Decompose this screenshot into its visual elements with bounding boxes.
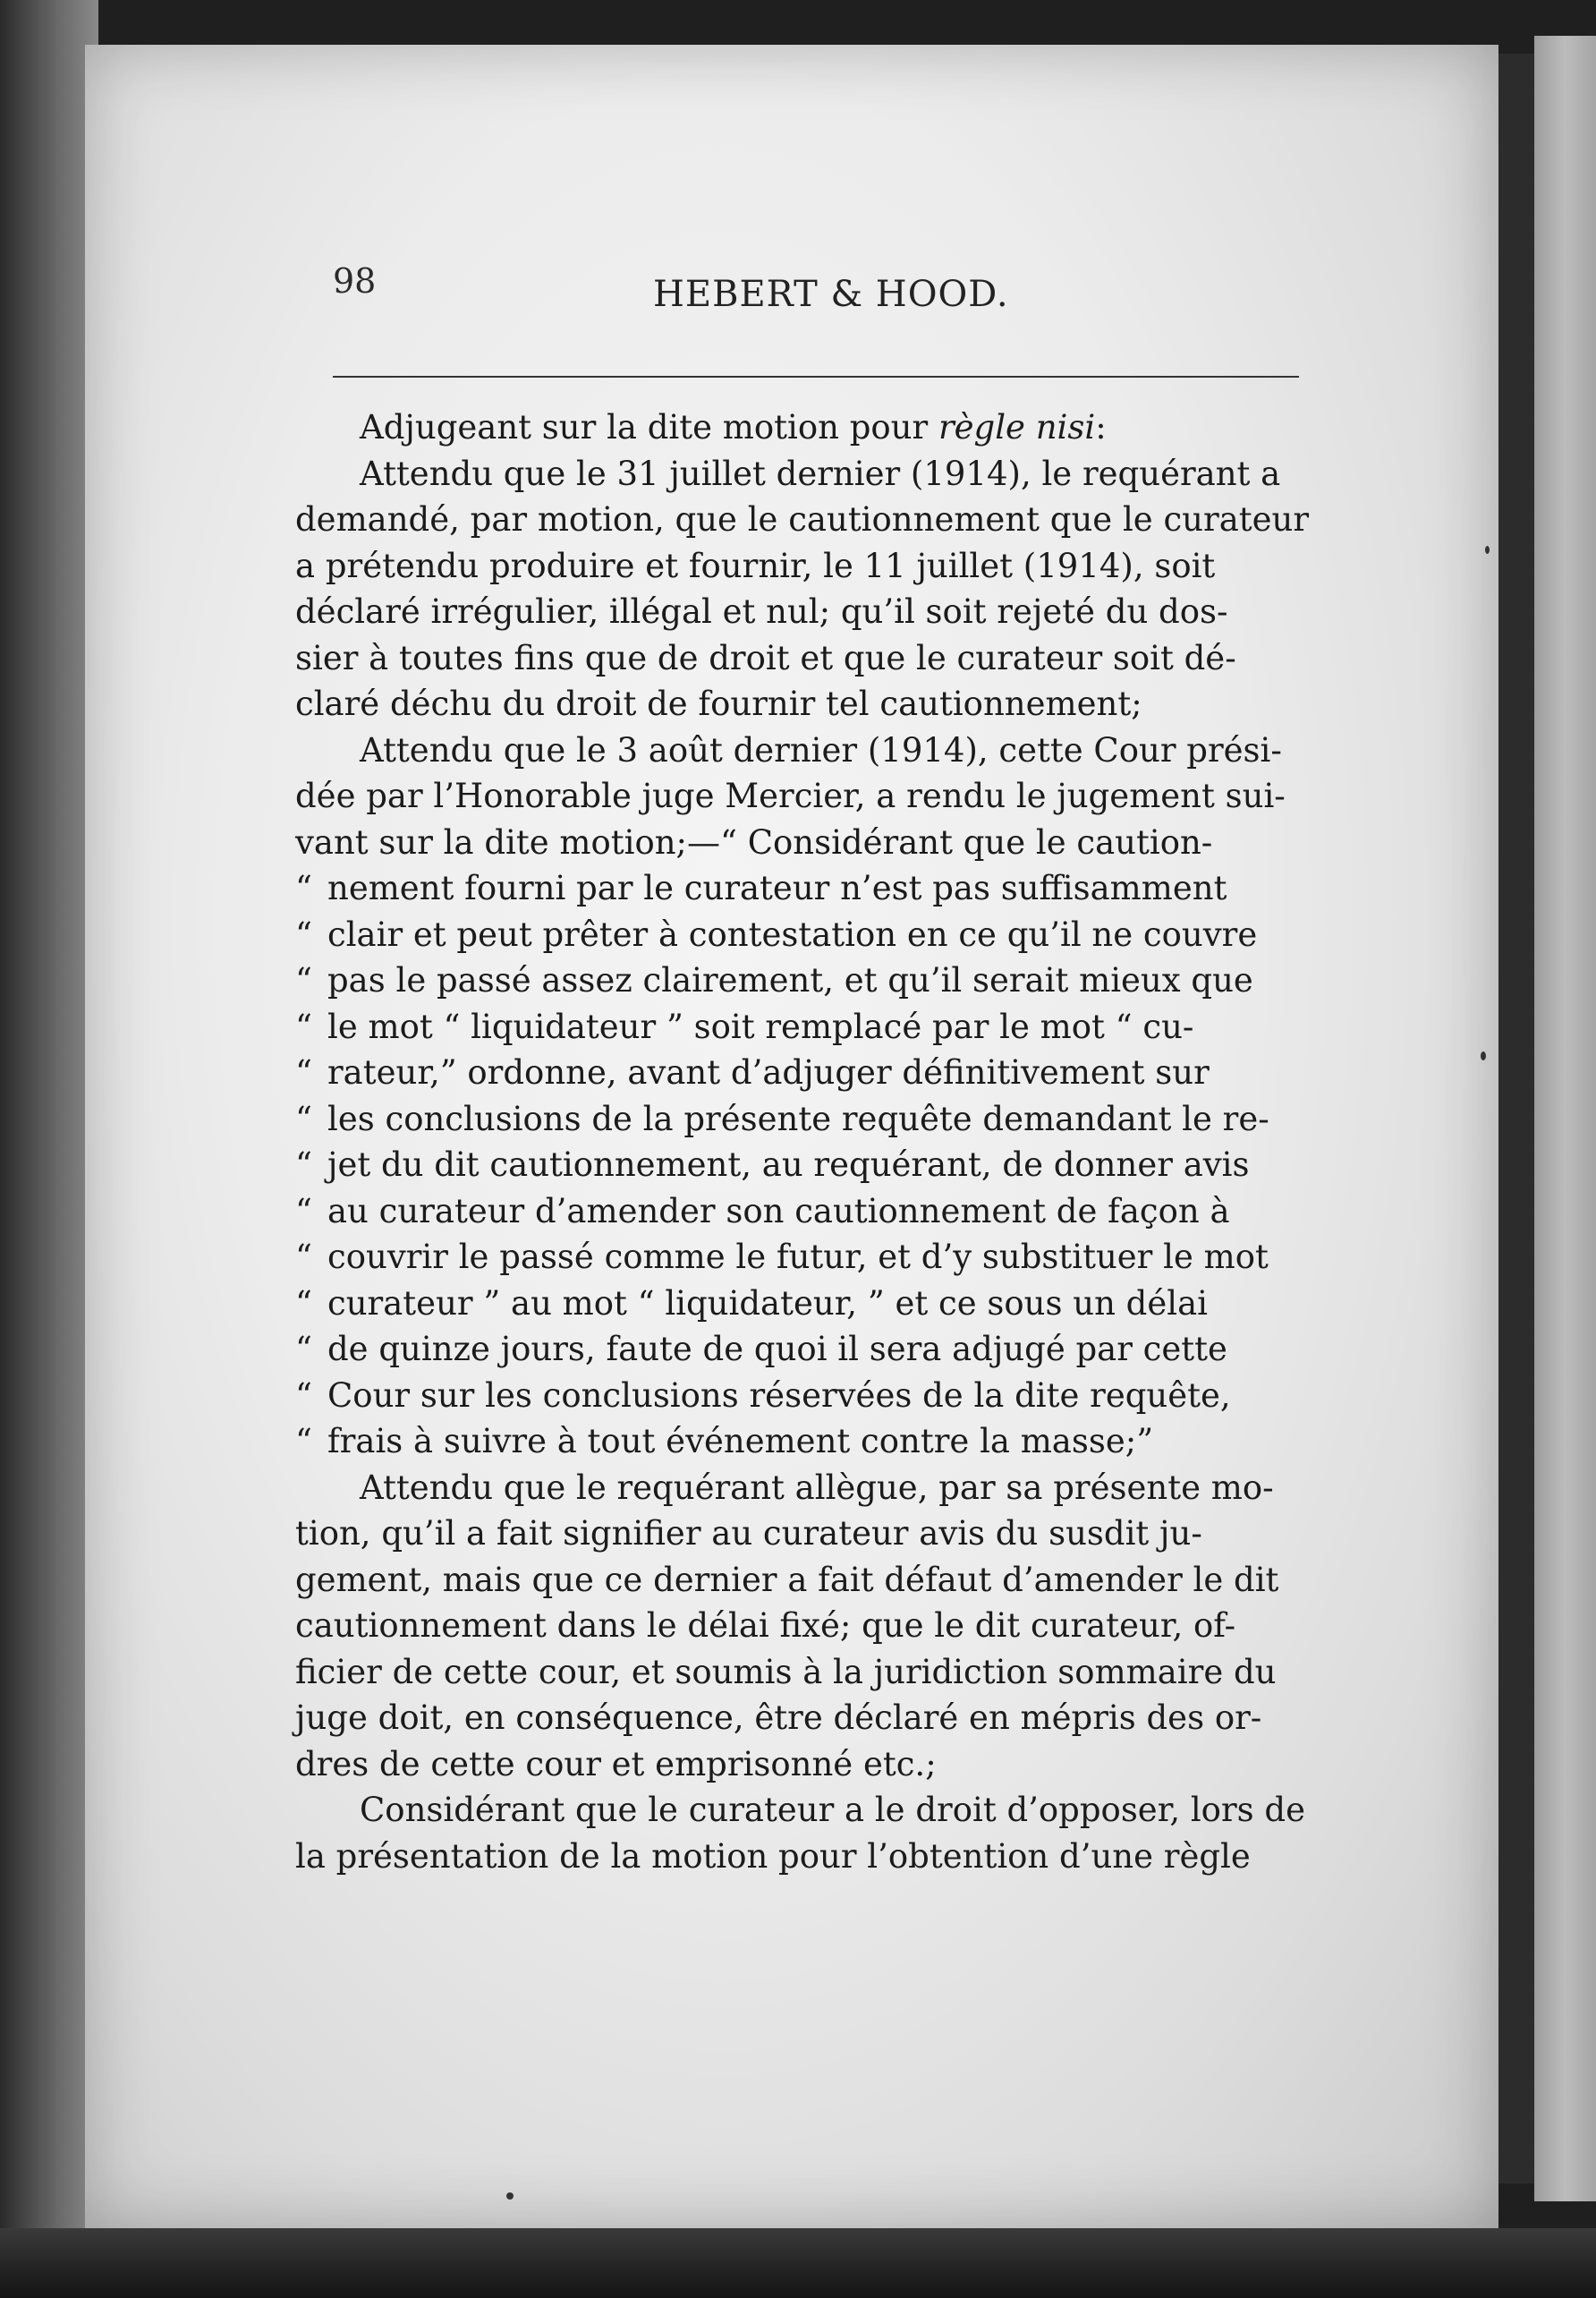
quoted-line: “ pas le passé assez clairement, et qu’il serait mieux que bbox=[295, 961, 1253, 1000]
italic-phrase: règle nisi bbox=[938, 408, 1096, 447]
quoted-line: “ nement fourni par le curateur n’est pas suffisamment bbox=[295, 869, 1227, 907]
book-edge-right bbox=[1498, 54, 1534, 2183]
text-line: a prétendu produire et fournir, le 11 juillet (1914), soit bbox=[295, 546, 1216, 585]
text-line: demandé, par motion, que le cautionnement que le curateur bbox=[295, 500, 1310, 539]
text-line: sier à toutes fins que de droit et que le curateur soit dé- bbox=[295, 638, 1236, 677]
paper-speck bbox=[506, 2192, 514, 2200]
quoted-line: “ le mot “ liquidateur ” soit remplacé par le mot “ cu- bbox=[295, 1007, 1194, 1046]
quoted-line: “ au curateur d’amender son cautionnement de façon à bbox=[295, 1191, 1230, 1230]
text-line: tion, qu’il a fait signifier au curateur avis du susdit ju- bbox=[295, 1514, 1202, 1553]
book-binding-left bbox=[0, 0, 98, 2298]
quoted-line: “ de quinze jours, faute de quoi il sera adjugé par cette bbox=[295, 1330, 1227, 1368]
scan-bottom-border bbox=[0, 2228, 1596, 2298]
text-line: gement, mais que ce dernier a fait défaut d’amender le dit bbox=[295, 1560, 1279, 1599]
quoted-line: “ clair et peut prêter à contestation en ce qu’il ne couvre bbox=[295, 915, 1258, 954]
header-rule bbox=[333, 376, 1299, 378]
quoted-line: “ rateur,” ordonne, avant d’adjuger définitivement sur bbox=[295, 1053, 1210, 1092]
text-line: la présentation de la motion pour l’obtention d’une règle bbox=[295, 1836, 1251, 1876]
text-line: juge doit, en conséquence, être déclaré en mépris des or- bbox=[295, 1698, 1262, 1737]
text-line: dres de cette cour et emprisonné etc.; bbox=[295, 1744, 937, 1783]
quoted-line: “ curateur ” au mot “ liquidateur, ” et ce sous un délai bbox=[295, 1283, 1208, 1323]
text-line: ficier de cette cour, et soumis à la juridiction sommaire du bbox=[295, 1652, 1277, 1691]
text-line: Attendu que le 31 juillet dernier (1914), le requérant a bbox=[360, 454, 1281, 493]
text-line: Adjugeant sur la dite motion pour règle nisi: bbox=[360, 408, 1107, 447]
quoted-line: “ couvrir le passé comme le futur, et d’y substituer le mot bbox=[295, 1238, 1269, 1276]
text-line: dée par l’Honorable juge Mercier, a rendu le jugement sui- bbox=[295, 777, 1286, 815]
quoted-line: “ les conclusions de la présente requête demandant le re- bbox=[295, 1099, 1269, 1138]
text-line: cautionnement dans le délai fixé; que le dit curateur, of- bbox=[295, 1606, 1236, 1645]
quoted-line: “ jet du dit cautionnement, au requérant, de donner avis bbox=[295, 1145, 1250, 1184]
paper-speck bbox=[1481, 1051, 1486, 1060]
text-line: claré déchu du droit de fournir tel cautionnement; bbox=[295, 685, 1142, 723]
quoted-line: “ frais à suivre à tout événement contre la masse;” bbox=[295, 1422, 1154, 1460]
text-line: vant sur la dite motion;—“ Considérant que le caution- bbox=[295, 822, 1213, 862]
next-page-strip bbox=[1534, 36, 1596, 2201]
paper-speck bbox=[1485, 546, 1490, 554]
text-line: Considérant que le curateur a le droit d’opposer, lors de bbox=[360, 1791, 1305, 1829]
running-head: HEBERT & HOOD. bbox=[653, 274, 1009, 315]
text-line: Attendu que le requérant allègue, par sa présente mo- bbox=[360, 1468, 1274, 1507]
text-line: déclaré irrégulier, illégal et nul; qu’il soit rejeté du dos- bbox=[295, 592, 1228, 631]
body-text bbox=[295, 404, 1310, 1879]
quoted-line: “ Cour sur les conclusions réservées de la dite requête, bbox=[295, 1375, 1231, 1415]
page-number: 98 bbox=[333, 261, 377, 301]
text-line: Attendu que le 3 août dernier (1914), cette Cour prési- bbox=[360, 730, 1282, 770]
